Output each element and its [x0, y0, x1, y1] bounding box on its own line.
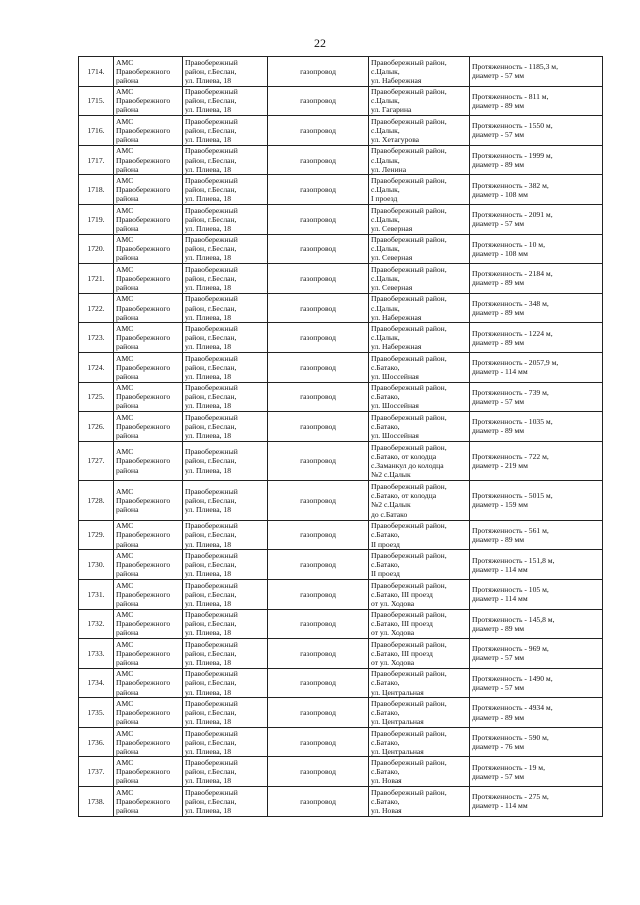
object-location-cell: Правобережный район, с.Батако, ул. Центральная [369, 668, 470, 698]
row-number: 1729. [79, 520, 114, 550]
owner-address-cell: Правобережный район, г.Беслан, ул. Плиева, 18 [183, 609, 268, 639]
owner-address-cell: Правобережный район, г.Беслан, ул. Плиева, 18 [183, 757, 268, 787]
object-location-cell: Правобережный район, с.Батако, ул. Шоссейная [369, 382, 470, 412]
table-row [79, 116, 603, 146]
row-number: 1725. [79, 382, 114, 412]
object-location-cell: Правобережный район, с.Цалык, ул. Ленина [369, 145, 470, 175]
owner-address-cell: Правобережный район, г.Беслан, ул. Плиева, 18 [183, 412, 268, 442]
object-specs-cell: Протяженность - 19 м, диаметр - 57 мм [470, 757, 603, 787]
owner-address-cell: Правобережный район, г.Беслан, ул. Плиева, 18 [183, 520, 268, 550]
object-type-cell: газопровод [268, 116, 369, 146]
object-location-cell: Правобережный район, с.Цалык, ул. Набережная [369, 293, 470, 323]
object-location-cell: Правобережный район, с.Батако, ул. Центральная [369, 698, 470, 728]
object-specs-cell: Протяженность - 2184 м, диаметр - 89 мм [470, 264, 603, 294]
object-location-cell: Правобережный район, с.Батако, от колодца №2 с.Цалык до с.Батако [369, 481, 470, 521]
object-type-cell: газопровод [268, 293, 369, 323]
owner-cell: АМС Правобережного района [114, 609, 183, 639]
object-location-cell: Правобережный район, с.Батако, II проезд [369, 550, 470, 580]
object-specs-cell: Протяженность - 10 м, диаметр - 108 мм [470, 234, 603, 264]
object-location-cell: Правобережный район, с.Цалык, I проезд [369, 175, 470, 205]
object-specs-cell: Протяженность - 969 м, диаметр - 57 мм [470, 639, 603, 669]
object-specs-cell: Протяженность - 5015 м, диаметр - 159 мм [470, 481, 603, 521]
table-row [79, 609, 603, 639]
owner-address-cell: Правобережный район, г.Беслан, ул. Плиева, 18 [183, 204, 268, 234]
object-location-cell: Правобережный район, с.Цалык, ул. Северная [369, 264, 470, 294]
owner-address-cell: Правобережный район, г.Беслан, ул. Плиева, 18 [183, 293, 268, 323]
owner-cell: АМС Правобережного района [114, 234, 183, 264]
table-row [79, 323, 603, 353]
object-specs-cell: Протяженность - 739 м, диаметр - 57 мм [470, 382, 603, 412]
row-number: 1715. [79, 86, 114, 116]
row-number: 1718. [79, 175, 114, 205]
owner-address-cell: Правобережный район, г.Беслан, ул. Плиева, 18 [183, 57, 268, 87]
object-location-cell: Правобережный район, с.Цалык, ул. Набережная [369, 57, 470, 87]
owner-address-cell: Правобережный район, г.Беслан, ул. Плиева, 18 [183, 727, 268, 757]
owner-address-cell: Правобережный район, г.Беслан, ул. Плиева, 18 [183, 698, 268, 728]
table-row [79, 145, 603, 175]
owner-address-cell: Правобережный район, г.Беслан, ул. Плиева, 18 [183, 550, 268, 580]
table-row [79, 57, 603, 87]
row-number: 1735. [79, 698, 114, 728]
object-specs-cell: Протяженность - 2091 м, диаметр - 57 мм [470, 204, 603, 234]
owner-cell: АМС Правобережного района [114, 757, 183, 787]
object-location-cell: Правобережный район, с.Батако, III проезд от ул. Ходова [369, 639, 470, 669]
object-specs-cell: Протяженность - 1224 м, диаметр - 89 мм [470, 323, 603, 353]
object-type-cell: газопровод [268, 234, 369, 264]
object-type-cell: газопровод [268, 323, 369, 353]
object-specs-cell: Протяженность - 382 м, диаметр - 108 мм [470, 175, 603, 205]
owner-cell: АМС Правобережного района [114, 116, 183, 146]
owner-cell: АМС Правобережного района [114, 412, 183, 442]
owner-cell: АМС Правобережного района [114, 145, 183, 175]
object-location-cell: Правобережный район, с.Цалык, ул. Набережная [369, 323, 470, 353]
row-number: 1722. [79, 293, 114, 323]
object-type-cell: газопровод [268, 57, 369, 87]
object-type-cell: газопровод [268, 264, 369, 294]
owner-address-cell: Правобережный район, г.Беслан, ул. Плиева, 18 [183, 86, 268, 116]
object-type-cell: газопровод [268, 609, 369, 639]
table-row [79, 757, 603, 787]
owner-cell: АМС Правобережного района [114, 579, 183, 609]
object-type-cell: газопровод [268, 698, 369, 728]
owner-cell: АМС Правобережного района [114, 520, 183, 550]
table-row [79, 639, 603, 669]
object-type-cell: газопровод [268, 382, 369, 412]
owner-address-cell: Правобережный район, г.Беслан, ул. Плиева, 18 [183, 441, 268, 481]
object-type-cell: газопровод [268, 441, 369, 481]
object-type-cell: газопровод [268, 86, 369, 116]
table-row [79, 352, 603, 382]
object-specs-cell: Протяженность - 1490 м, диаметр - 57 мм [470, 668, 603, 698]
owner-cell: АМС Правобережного района [114, 550, 183, 580]
row-number: 1723. [79, 323, 114, 353]
owner-cell: АМС Правобережного района [114, 787, 183, 817]
owner-cell: АМС Правобережного района [114, 441, 183, 481]
object-type-cell: газопровод [268, 639, 369, 669]
object-location-cell: Правобережный район, с.Цалык, ул. Северная [369, 234, 470, 264]
table-row [79, 441, 603, 481]
row-number: 1736. [79, 727, 114, 757]
object-specs-cell: Протяженность - 811 м, диаметр - 89 мм [470, 86, 603, 116]
table-row [79, 520, 603, 550]
table-row [79, 481, 603, 521]
owner-address-cell: Правобережный район, г.Беслан, ул. Плиева, 18 [183, 234, 268, 264]
row-number: 1724. [79, 352, 114, 382]
owner-cell: АМС Правобережного района [114, 86, 183, 116]
object-specs-cell: Протяженность - 1035 м, диаметр - 89 мм [470, 412, 603, 442]
owner-cell: АМС Правобережного района [114, 175, 183, 205]
object-location-cell: Правобережный район, с.Цалык, ул. Хетагурова [369, 116, 470, 146]
object-location-cell: Правобережный район, с.Батако, III проезд от ул. Ходова [369, 609, 470, 639]
table-row [79, 412, 603, 442]
owner-cell: АМС Правобережного района [114, 264, 183, 294]
object-type-cell: газопровод [268, 550, 369, 580]
object-type-cell: газопровод [268, 481, 369, 521]
object-location-cell: Правобережный район, с.Цалык, ул. Северная [369, 204, 470, 234]
owner-cell: АМС Правобережного района [114, 352, 183, 382]
owner-address-cell: Правобережный район, г.Беслан, ул. Плиева, 18 [183, 323, 268, 353]
owner-address-cell: Правобережный район, г.Беслан, ул. Плиева, 18 [183, 787, 268, 817]
owner-cell: АМС Правобережного района [114, 668, 183, 698]
row-number: 1730. [79, 550, 114, 580]
row-number: 1716. [79, 116, 114, 146]
object-specs-cell: Протяженность - 275 м, диаметр - 114 мм [470, 787, 603, 817]
registry-table [78, 56, 603, 817]
table-row [79, 698, 603, 728]
owner-address-cell: Правобережный район, г.Беслан, ул. Плиева, 18 [183, 382, 268, 412]
owner-cell: АМС Правобережного района [114, 323, 183, 353]
object-specs-cell: Протяженность - 145,8 м, диаметр - 89 мм [470, 609, 603, 639]
object-specs-cell: Протяженность - 561 м, диаметр - 89 мм [470, 520, 603, 550]
row-number: 1734. [79, 668, 114, 698]
owner-address-cell: Правобережный район, г.Беслан, ул. Плиева, 18 [183, 116, 268, 146]
row-number: 1726. [79, 412, 114, 442]
object-location-cell: Правобережный район, с.Батако, ул. Новая [369, 757, 470, 787]
object-location-cell: Правобережный район, с.Цалык, ул. Гагарина [369, 86, 470, 116]
page-number: 22 [314, 36, 326, 50]
object-specs-cell: Протяженность - 590 м, диаметр - 76 мм [470, 727, 603, 757]
object-specs-cell: Протяженность - 348 м, диаметр - 89 мм [470, 293, 603, 323]
table-row [79, 579, 603, 609]
row-number: 1733. [79, 639, 114, 669]
owner-address-cell: Правобережный район, г.Беслан, ул. Плиева, 18 [183, 481, 268, 521]
object-type-cell: газопровод [268, 668, 369, 698]
owner-address-cell: Правобережный район, г.Беслан, ул. Плиева, 18 [183, 145, 268, 175]
table-row [79, 550, 603, 580]
object-type-cell: газопровод [268, 145, 369, 175]
table-row [79, 293, 603, 323]
object-type-cell: газопровод [268, 412, 369, 442]
owner-address-cell: Правобережный район, г.Беслан, ул. Плиева, 18 [183, 352, 268, 382]
row-number: 1714. [79, 57, 114, 87]
owner-cell: АМС Правобережного района [114, 57, 183, 87]
object-type-cell: газопровод [268, 204, 369, 234]
object-specs-cell: Протяженность - 1185,3 м, диаметр - 57 мм [470, 57, 603, 87]
owner-cell: АМС Правобережного района [114, 293, 183, 323]
object-location-cell: Правобережный район, с.Батако, II проезд [369, 520, 470, 550]
table-row [79, 668, 603, 698]
table-row [79, 86, 603, 116]
table-row [79, 204, 603, 234]
object-location-cell: Правобережный район, с.Батако, ул. Новая [369, 787, 470, 817]
object-specs-cell: Протяженность - 1999 м, диаметр - 89 мм [470, 145, 603, 175]
row-number: 1727. [79, 441, 114, 481]
object-type-cell: газопровод [268, 520, 369, 550]
object-location-cell: Правобережный район, с.Батако, ул. Центральная [369, 727, 470, 757]
table-row [79, 727, 603, 757]
owner-cell: АМС Правобережного района [114, 727, 183, 757]
table-row [79, 264, 603, 294]
owner-cell: АМС Правобережного района [114, 204, 183, 234]
object-specs-cell: Протяженность - 2057,9 м, диаметр - 114 мм [470, 352, 603, 382]
row-number: 1720. [79, 234, 114, 264]
object-specs-cell: Протяженность - 1550 м, диаметр - 57 мм [470, 116, 603, 146]
table-row [79, 234, 603, 264]
table-row [79, 175, 603, 205]
object-type-cell: газопровод [268, 787, 369, 817]
row-number: 1728. [79, 481, 114, 521]
row-number: 1719. [79, 204, 114, 234]
object-location-cell: Правобережный район, с.Батако, ул. Шоссейная [369, 352, 470, 382]
object-specs-cell: Протяженность - 4934 м, диаметр - 89 мм [470, 698, 603, 728]
object-type-cell: газопровод [268, 175, 369, 205]
object-type-cell: газопровод [268, 352, 369, 382]
row-number: 1731. [79, 579, 114, 609]
table-row [79, 382, 603, 412]
row-number: 1732. [79, 609, 114, 639]
object-specs-cell: Протяженность - 105 м, диаметр - 114 мм [470, 579, 603, 609]
object-specs-cell: Протяженность - 151,8 м, диаметр - 114 мм [470, 550, 603, 580]
owner-address-cell: Правобережный район, г.Беслан, ул. Плиева, 18 [183, 668, 268, 698]
owner-cell: АМС Правобережного района [114, 698, 183, 728]
row-number: 1737. [79, 757, 114, 787]
object-type-cell: газопровод [268, 757, 369, 787]
row-number: 1717. [79, 145, 114, 175]
object-location-cell: Правобережный район, с.Батако, III проезд от ул. Ходова [369, 579, 470, 609]
object-location-cell: Правобережный район, с.Батако, ул. Шоссейная [369, 412, 470, 442]
owner-address-cell: Правобережный район, г.Беслан, ул. Плиева, 18 [183, 175, 268, 205]
object-specs-cell: Протяженность - 722 м, диаметр - 219 мм [470, 441, 603, 481]
object-location-cell: Правобережный район, с.Батако, от колодца с.Заманкул до колодца №2 с.Цалык [369, 441, 470, 481]
owner-address-cell: Правобережный район, г.Беслан, ул. Плиева, 18 [183, 579, 268, 609]
owner-cell: АМС Правобережного района [114, 481, 183, 521]
owner-address-cell: Правобережный район, г.Беслан, ул. Плиева, 18 [183, 264, 268, 294]
owner-cell: АМС Правобережного района [114, 382, 183, 412]
object-type-cell: газопровод [268, 727, 369, 757]
table-row [79, 787, 603, 817]
registry-table-body [79, 57, 603, 817]
owner-address-cell: Правобережный район, г.Беслан, ул. Плиева, 18 [183, 639, 268, 669]
owner-cell: АМС Правобережного района [114, 639, 183, 669]
row-number: 1721. [79, 264, 114, 294]
row-number: 1738. [79, 787, 114, 817]
object-type-cell: газопровод [268, 579, 369, 609]
